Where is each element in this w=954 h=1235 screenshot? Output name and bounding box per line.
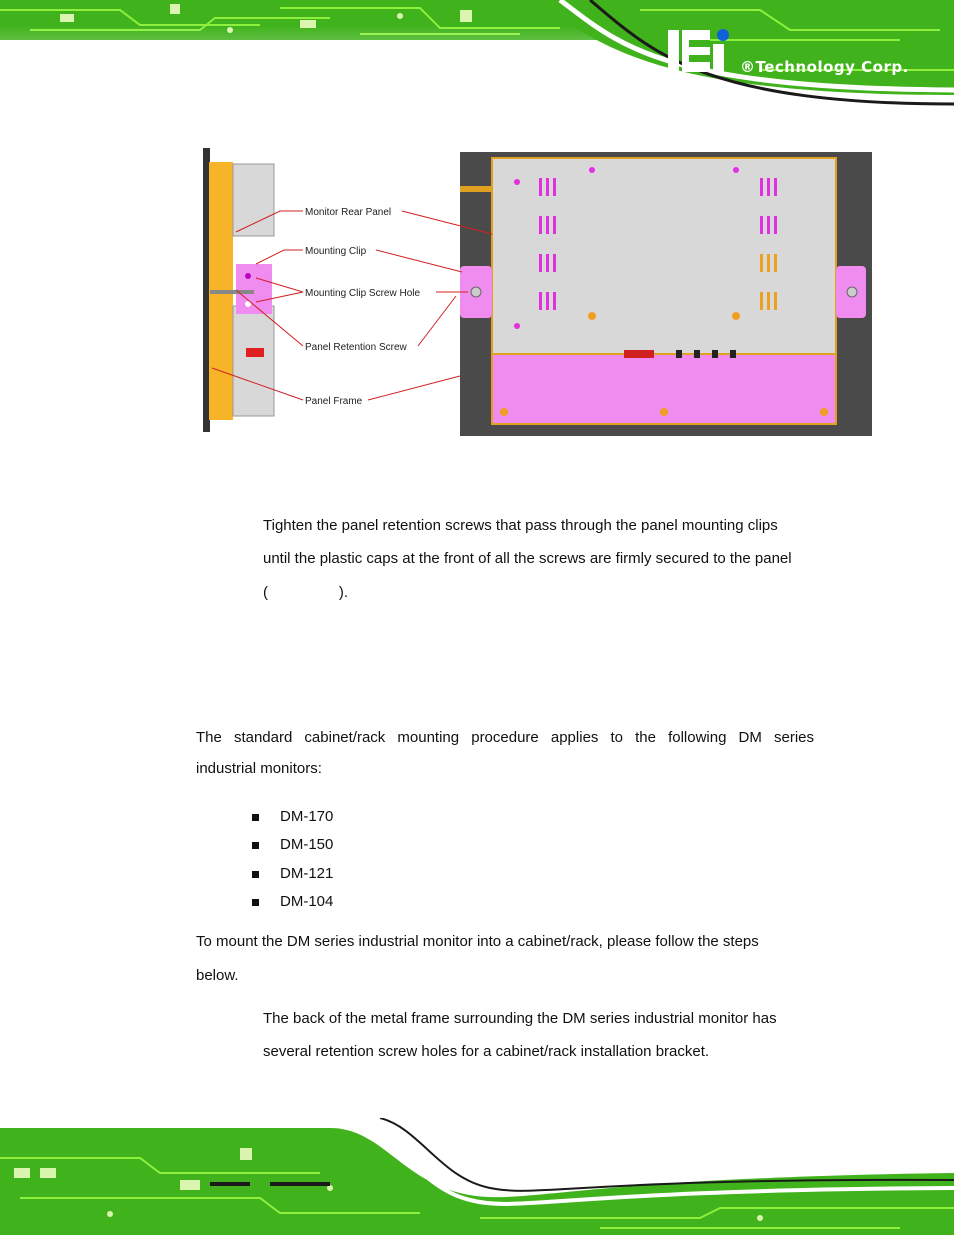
circuit-board-banner [0, 0, 954, 115]
list-item [252, 888, 333, 916]
list-item [252, 803, 333, 831]
page-footer-banner [0, 1118, 954, 1235]
callout-labels [305, 207, 420, 407]
callout-panel-frame: Panel Frame [305, 396, 363, 407]
bullet-square-icon [252, 871, 259, 878]
tighten-step-line-1: Tighten the panel retention screws that pass through the panel mounting clips [263, 517, 778, 534]
model-name: DM-150 [280, 836, 334, 854]
circuit-board-footer [0, 1118, 954, 1235]
callout-monitor-rear-panel: Monitor Rear Panel [305, 207, 392, 218]
back-step-line-2: several retention screw holes for a cabinet/rack installation bracket. [263, 1043, 710, 1060]
list-item [252, 860, 333, 888]
intro-line-1: The standard cabinet/rack mounting procedure applies to the following DM series [196, 729, 814, 746]
tighten-step-line-3: ( ). [263, 584, 349, 601]
callout-mounting-clip-screw-hole: Mounting Clip Screw Hole [305, 288, 421, 299]
callout-mounting-clip: Mounting Clip [305, 246, 367, 257]
back-step-line-1: The back of the metal frame surrounding the DM series industrial monitor has [263, 1010, 777, 1027]
tighten-step-line-2: until the plastic caps at the front of all the screws are firmly secured to the panel [263, 550, 792, 567]
side-view [203, 148, 274, 432]
brand-text: ®Technology Corp. [740, 58, 909, 76]
mounting-diagram-svg [196, 146, 872, 436]
model-name: DM-104 [280, 892, 334, 910]
mounting-diagram [196, 146, 872, 436]
bullet-square-icon [252, 899, 259, 906]
callout-panel-retention-screw: Panel Retention Screw [305, 342, 407, 353]
bullet-square-icon [252, 842, 259, 849]
list-item [252, 831, 333, 859]
model-name: DM-170 [280, 808, 334, 825]
procedure-line-2: below. [196, 967, 239, 984]
model-list [252, 803, 333, 916]
rear-view [460, 152, 872, 436]
bullet-square-icon [252, 814, 259, 821]
page-header-banner [0, 0, 954, 115]
procedure-line-1: To mount the DM series industrial monitor into a cabinet/rack, please follow the steps [196, 933, 759, 950]
intro-line-2: industrial monitors: [196, 760, 322, 777]
iei-logo [668, 29, 729, 72]
model-name: DM-121 [280, 864, 334, 882]
